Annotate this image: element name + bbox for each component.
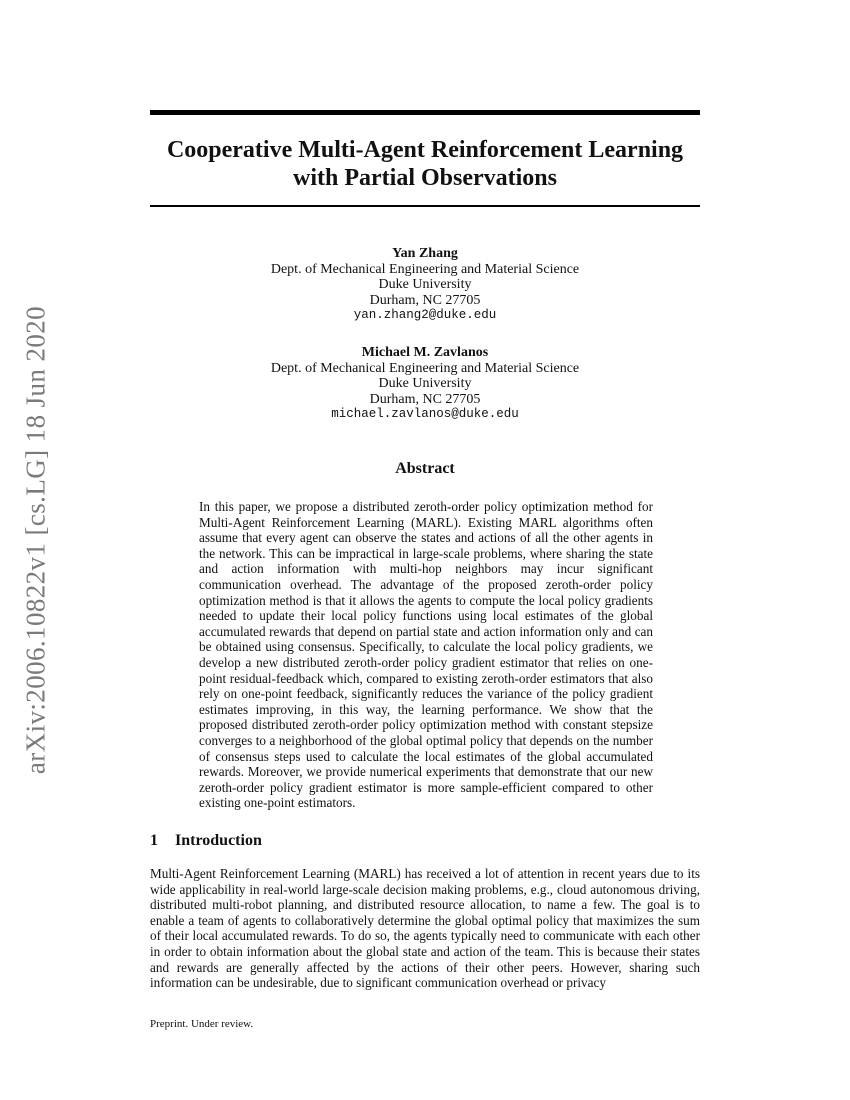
author-email[interactable]: michael.zavlanos@duke.edu (331, 407, 519, 421)
section-title: Introduction (175, 832, 262, 849)
author-name: Yan Zhang (392, 246, 458, 261)
author-university: Duke University (378, 277, 472, 292)
title-line-2: with Partial Observations (293, 165, 557, 191)
author-department: Dept. of Mechanical Engineering and Material Science (270, 261, 580, 277)
introduction-text: Multi-Agent Reinforcement Learning (MARL) has received a lot of attention in recent years due to its wide applicability in real-world large-scale decision making problems, e.g., cloud autonomous driving, distributed multi-robot planning, and distributed resource allocation, to name a few. The goal is to enable a team of agents to collaboratively determine the global optimal policy that maximizes the sum of their local accumulated rewards. To do so, the agents typically need to communicate with each other in order to obtain information about the global state and action of the team. This is because their states and rewards are generally affected by the actions of their other peers. However, sharing such information can be undesirable, due to significant communication overhead or privacy (150, 866, 700, 991)
author-department: Dept. of Mechanical Engineering and Material Science (270, 360, 580, 376)
abstract-text: In this paper, we propose a distributed zeroth-order policy optimization method for Multi-Agent Reinforcement Learning (MARL). Existing MARL algorithms often assume that every agent can observe the states and actions of all the other agents in the network. This can be impractical in large-scale problems, where sharing the state and action information with multi-hop neighbors may incur significant communication overhead. The advantage of the proposed zeroth-order policy optimization method is that it allows the agents to compute the local policy gradients needed to update their local policy functions using local estimates of the global accumulated rewards that depend on partial state and action information only and can be obtained using consensus. Specifically, to calculate the local policy gradients, we develop a new distributed zeroth-order policy gradient estimator that relies on one-point residual-feedback which, compared to existing zeroth-order estimators that also rely on one-point feedback, significantly reduces the variance of the policy gradient estimates improving, in this way, the learning performance. We show that the proposed distributed zeroth-order policy optimization method with constant stepsize converges to a neighborhood of the global optimal policy that depends on the number of consensus steps used to calculate the local estimates of the global accumulated rewards. Moreover, we provide numerical experiments that demonstrate that our new zeroth-order policy gradient estimator is more sample-efficient compared to other existing one-point estimators. (199, 499, 653, 811)
author-name: Michael M. Zavlanos (361, 345, 489, 360)
author-block-1 (150, 246, 700, 324)
title-line-1: Cooperative Multi-Agent Reinforcement Learning (166, 137, 684, 163)
paper-title (150, 136, 700, 192)
title-bottom-rule (150, 205, 700, 207)
abstract-heading: Abstract (395, 460, 455, 477)
section-number: 1 (150, 832, 158, 849)
author-email[interactable]: yan.zhang2@duke.edu (353, 308, 497, 322)
page-footer: Preprint. Under review. (150, 1018, 254, 1030)
author-university: Duke University (378, 376, 472, 391)
arxiv-stamp[interactable]: arXiv:2006.10822v1 [cs.LG] 18 Jun 2020 (20, 305, 51, 775)
author-block-2 (150, 345, 700, 423)
section-heading (150, 832, 262, 850)
author-location: Durham, NC 27705 (369, 292, 481, 308)
author-location: Durham, NC 27705 (369, 391, 481, 407)
title-top-rule (150, 110, 700, 115)
